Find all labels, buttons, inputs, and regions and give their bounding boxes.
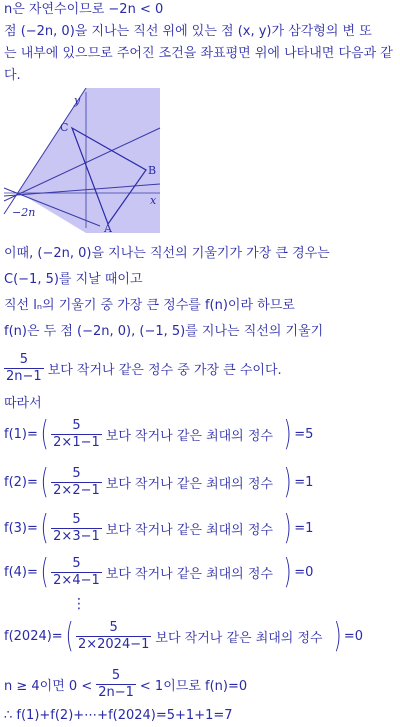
value-row: f(1)= ( $\frac{5}{2\times 1-1}$ 보다 작거나 같은 최대의 정수 ) =5 xyxy=(4,414,314,454)
intro-line-2: 점 (−2n, 0)을 지나는 직선 위에 있는 점 (x, y)가 삼각형의 변 또 xyxy=(4,24,372,39)
value-row: f(4)= ( $\frac{5}{2\times 4-1}$ 보다 작거나 같은 최대의 정수 ) =0 xyxy=(4,552,314,592)
vdots: ⋮ xyxy=(72,596,86,612)
slope-fraction: $\frac{5}{2n-1}$ xyxy=(6,351,42,384)
value-row-2024: f(2024)= ( $\frac{5}{2\times 2024-1}$ 보다 작거나 같은 최대의 정수 ) =0 xyxy=(4,616,364,656)
explain-line-1: 이때, (−2n, 0)을 지나는 직선의 기울기가 가장 큰 경우는 xyxy=(4,246,330,261)
explain-line-3: 직선 lₙ의 기울기 중 가장 큰 정수를 f(n)이라 하므로 xyxy=(4,298,295,313)
explain-line-4: f(n)은 두 점 (−2n, 0), (−1, 5)를 지나는 직선의 기울기 xyxy=(4,324,324,339)
label-origin: −2n xyxy=(12,206,36,219)
value-row: f(2)= ( $\frac{5}{2\times 2-1}$ 보다 작거나 같은 최대의 정수 ) =1 xyxy=(4,462,314,502)
final-answer: ∴ f(1)+f(2)+⋯+f(2024)=5+1+1=7 xyxy=(4,708,233,723)
label-x: x xyxy=(150,194,157,207)
value-row: f(3)= ( $\frac{5}{2\times 3-1}$ 보다 작거나 같은 최대의 정수 ) =1 xyxy=(4,508,314,548)
intro-line-1: n은 자연수이므로 −2n < 0 xyxy=(4,2,164,17)
conclusion-line: n ≥ 4이면 0 < $\frac{5}{2n-1}$ < 1이므로 f(n)=0 xyxy=(4,667,248,700)
intro-line-4: 다. xyxy=(4,68,21,83)
explain-line-5: $\frac{5}{2n-1}$ 보다 작거나 같은 정수 중 가장 큰 수이다. xyxy=(6,351,282,384)
therefore-text: 따라서 xyxy=(4,396,42,411)
explain-line-2: C(−1, 5)를 지날 때이고 xyxy=(4,272,143,287)
label-y: y xyxy=(74,94,81,107)
intro-line-3: 는 내부에 있으므로 주어진 조건을 좌표평면 위에 나타내면 다음과 같 xyxy=(4,46,393,61)
coordinate-figure xyxy=(0,88,170,233)
label-b: B xyxy=(148,164,157,177)
label-c: C xyxy=(60,121,69,134)
label-a: A xyxy=(104,222,112,233)
